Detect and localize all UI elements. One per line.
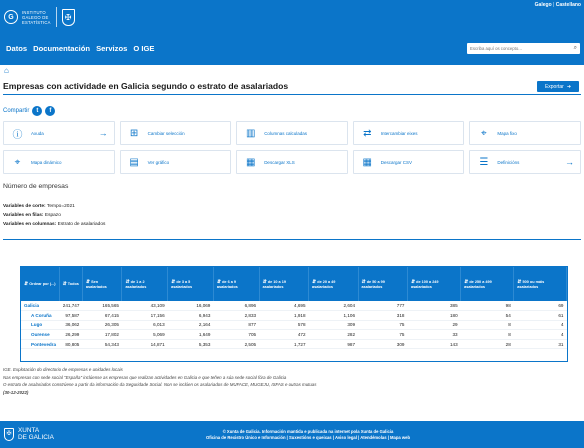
tool-label: Descargar CSV xyxy=(380,159,413,165)
xunta-shield-icon: ✠ xyxy=(4,428,14,441)
tool-axuda[interactable] xyxy=(3,121,115,145)
note-asalariados: O estrato de asalariados constrúese a partir da información da Seguridade Social. Non se inclúen os asalariados de MUFACE, MUGEJU, ISFAS e outras mutuas xyxy=(3,382,317,388)
search-icon[interactable]: ⌕ xyxy=(573,45,577,51)
nav-o-ige[interactable]: O IGE xyxy=(133,44,155,53)
table-cell: 17,156 xyxy=(122,311,168,321)
facebook-icon[interactable]: f xyxy=(45,106,55,116)
csv-icon: ▦ xyxy=(362,156,372,168)
export-label: Exportar xyxy=(544,83,564,90)
header-label: de 20 a 49 asalariados xyxy=(312,280,336,289)
search-box xyxy=(467,43,580,54)
table-cell: 1,727 xyxy=(259,339,308,349)
tool-label: Definicións xyxy=(497,159,520,165)
table-cell: 97,587 xyxy=(59,311,82,321)
title-divider xyxy=(3,94,581,95)
brand-line: DE GALICIA xyxy=(18,433,54,441)
table-cell: 29 xyxy=(407,320,460,330)
footer-links[interactable]: Oficina de Rexistro Único e Información | Suxestións e queixas | Aviso legal | Atendémolas | Mapa web xyxy=(205,435,411,440)
columns-icon: ▥ xyxy=(245,127,256,139)
ige-logo[interactable] xyxy=(4,7,75,27)
institute-name xyxy=(22,10,51,25)
column-header[interactable] xyxy=(309,267,358,301)
column-header[interactable] xyxy=(358,267,407,301)
table-row xyxy=(21,330,567,340)
row-label[interactable]: Galicia xyxy=(21,301,59,311)
institute-line: GALEGO DE xyxy=(22,14,49,20)
table-cell: 8 xyxy=(461,320,514,330)
table-cell: 61 xyxy=(514,311,567,321)
tool-ver-grafico[interactable] xyxy=(120,150,232,174)
tools-panel xyxy=(3,121,581,179)
table-cell: 6,896 xyxy=(213,301,259,311)
chart-icon: ▤ xyxy=(129,156,139,168)
cols-value: Estrato de asalariados xyxy=(56,222,106,227)
table-cell: 5,069 xyxy=(122,330,168,340)
tool-label: Axuda xyxy=(31,130,44,136)
table-cell: 54,343 xyxy=(82,339,122,349)
header-label: de 3 a 5 asalariados xyxy=(171,280,193,289)
sort-icon: ⇵ xyxy=(410,279,416,285)
header-label: de 100 a 249 asalariados xyxy=(410,280,439,289)
table-cell: 6,943 xyxy=(168,311,214,321)
source-note: IGE. Explotación do directorio de empresas e unidades locais xyxy=(3,367,123,372)
table-cell: 14,871 xyxy=(122,339,168,349)
table-cell: 4,695 xyxy=(259,301,308,311)
table-cell: 309 xyxy=(309,320,358,330)
row-label[interactable]: Lugo xyxy=(21,320,59,330)
table-cell: 5,353 xyxy=(168,339,214,349)
lang-galego[interactable]: Galego xyxy=(534,2,552,8)
table-cell: 43,109 xyxy=(122,301,168,311)
column-variables xyxy=(3,220,105,229)
lang-castellano[interactable]: Castellano xyxy=(555,2,581,8)
cut-label: Variables de corte: xyxy=(3,204,46,209)
table-cell: 385 xyxy=(407,301,460,311)
table-cell: 75 xyxy=(358,320,407,330)
brand-line: XUNTA xyxy=(18,427,40,435)
table-cell: 241,747 xyxy=(59,301,82,311)
lang-separator: | xyxy=(551,2,556,8)
tool-mapa-dinamico[interactable] xyxy=(3,150,115,174)
table-cell: 2,833 xyxy=(213,311,259,321)
nav-servizos[interactable]: Servizos xyxy=(96,44,128,53)
header-label: Sen asalariados xyxy=(85,280,107,289)
sort-icon: ⇵ xyxy=(464,279,469,285)
row-label[interactable]: Ourense xyxy=(21,330,59,340)
table-cell: 31 xyxy=(514,339,567,349)
language-selector xyxy=(535,2,581,8)
swap-icon: ⇄ xyxy=(363,127,372,139)
header-label: de 10 a 19 asalariados xyxy=(262,280,286,289)
help-icon: ⓘ xyxy=(12,129,23,141)
tool-descargar-csv[interactable] xyxy=(353,150,465,174)
tool-label: Mapa fixo xyxy=(497,130,517,136)
table-cell: 777 xyxy=(358,301,407,311)
column-header[interactable] xyxy=(82,267,122,301)
tool-label: Columnas calculadas xyxy=(264,130,307,136)
sort-icon: ⇵ xyxy=(216,279,222,285)
table-cell: 33 xyxy=(407,330,460,340)
table-cell: 80,805 xyxy=(59,339,82,349)
measure-title: Número de empresas xyxy=(3,183,69,190)
footer-text xyxy=(200,429,416,441)
cut-variables xyxy=(3,202,105,211)
home-icon[interactable]: ⌂ xyxy=(4,66,9,75)
ige-logo-icon: G xyxy=(4,10,18,24)
search-input[interactable] xyxy=(470,46,565,51)
sort-icon: ⇵ xyxy=(262,279,267,285)
tool-columnas-calculadas[interactable] xyxy=(236,121,348,145)
header-label: de 1 a 2 asalariados xyxy=(125,280,147,289)
header-label: de 250 a 499 asalariados xyxy=(464,280,492,289)
select-icon: ⊞ xyxy=(129,127,139,139)
table-cell: 16,069 xyxy=(168,301,214,311)
cut-value: Tempo=2021 xyxy=(45,204,75,209)
table-cell: 143 xyxy=(407,339,460,349)
sort-icon: ⇵ xyxy=(171,279,176,285)
institute-line: ESTATÍSTICA xyxy=(22,19,51,25)
dynamic-map-icon: ⌖ xyxy=(14,156,21,168)
table-cell: 54 xyxy=(461,311,514,321)
table-cell: 165,565 xyxy=(82,301,122,311)
column-header[interactable] xyxy=(407,267,460,301)
header-label: Todos xyxy=(67,282,79,286)
sort-icon: ⇵ xyxy=(312,279,317,285)
row-variables xyxy=(3,211,105,220)
rows-label: Variables en filas: xyxy=(3,213,44,218)
table-cell: 36,062 xyxy=(59,320,82,330)
xunta-logo[interactable] xyxy=(4,428,54,441)
table-row xyxy=(21,339,567,349)
header-label: Ordear por (...) xyxy=(29,282,56,286)
site-footer xyxy=(0,421,584,448)
table-cell: 28 xyxy=(461,339,514,349)
column-header[interactable] xyxy=(259,267,308,301)
nav-datos[interactable]: Datos xyxy=(6,44,28,53)
table-cell: 1,106 xyxy=(309,311,358,321)
column-header[interactable] xyxy=(213,267,259,301)
sort-icon: ⇵ xyxy=(361,279,366,285)
table-cell: 578 xyxy=(259,320,308,330)
table-cell: 17,802 xyxy=(82,330,122,340)
update-date: (30-12-2022) xyxy=(3,390,29,396)
cols-label: Variables en columnas: xyxy=(3,222,57,227)
table-row xyxy=(21,301,567,311)
tool-definicions[interactable] xyxy=(469,150,581,174)
sort-icon: ⇵ xyxy=(125,279,130,285)
table-row xyxy=(21,311,567,321)
table-cell: 2,604 xyxy=(309,301,358,311)
row-label[interactable]: Pontevedra xyxy=(21,339,59,349)
section-divider xyxy=(3,239,581,240)
table-cell: 6,013 xyxy=(122,320,168,330)
tool-label: Mapa dinámico xyxy=(31,159,62,165)
notes xyxy=(3,366,316,397)
column-header[interactable] xyxy=(514,267,567,301)
galicia-shield-icon: ✠ xyxy=(62,9,75,26)
footer-copyright: © Xunta de Galicia. Información mantida e publicada na internet pola Xunta de Galicia xyxy=(222,429,394,434)
table-cell: 987 xyxy=(309,339,358,349)
twitter-icon[interactable]: t xyxy=(32,106,42,116)
tool-descargar-xls[interactable] xyxy=(236,150,348,174)
sort-icon: ⇵ xyxy=(85,279,91,285)
arrow-right-icon: → xyxy=(98,128,108,138)
map-icon: ⌖ xyxy=(481,127,487,139)
column-header[interactable] xyxy=(59,267,82,301)
table-cell: 2,505 xyxy=(213,339,259,349)
tool-intercambiar-eixes[interactable] xyxy=(353,121,465,145)
xls-icon: ▦ xyxy=(245,156,256,168)
tool-label: Ver gráfico xyxy=(147,159,170,165)
table-cell: 1,918 xyxy=(259,311,308,321)
variables-info xyxy=(3,202,105,229)
export-icon: ➜ xyxy=(566,83,572,90)
table-header-row xyxy=(21,267,567,301)
site-header xyxy=(0,0,584,65)
table-cell: 282 xyxy=(309,330,358,340)
table-cell: 472 xyxy=(259,330,308,340)
tool-label: Intercambiar eixes xyxy=(380,130,418,136)
table-cell: 67,415 xyxy=(82,311,122,321)
sort-icon: ⇵ xyxy=(24,281,29,287)
tool-label: Cambiar selección xyxy=(147,130,185,136)
column-header[interactable] xyxy=(461,267,514,301)
table-cell: 8 xyxy=(461,330,514,340)
table-cell: 705 xyxy=(213,330,259,340)
arrow-right-icon: → xyxy=(564,157,574,167)
main-nav xyxy=(6,44,154,53)
column-header[interactable] xyxy=(122,267,168,301)
table-row xyxy=(21,320,567,330)
row-label[interactable]: A Coruña xyxy=(21,311,59,321)
table-cell: 2,164 xyxy=(168,320,214,330)
table-cell: 309 xyxy=(358,339,407,349)
logo-divider xyxy=(56,7,57,27)
header-label: de 50 a 99 asalariados xyxy=(361,280,385,289)
share-bar xyxy=(3,106,55,116)
table-cell: 69 xyxy=(514,301,567,311)
table-cell: 26,299 xyxy=(59,330,82,340)
tool-label: Descargar XLS xyxy=(264,159,295,165)
tool-cambiar-seleccion[interactable] xyxy=(120,121,232,145)
table-cell: 26,305 xyxy=(82,320,122,330)
sort-icon: ⇵ xyxy=(517,279,522,285)
share-label: Compartir xyxy=(3,108,30,114)
tool-mapa-fixo[interactable] xyxy=(469,121,581,145)
table-cell: 4 xyxy=(514,320,567,330)
table-cell: 1,649 xyxy=(168,330,214,340)
export-button[interactable] xyxy=(537,81,579,92)
sort-header[interactable] xyxy=(21,267,59,301)
data-table-container xyxy=(20,266,568,362)
table-cell: 75 xyxy=(358,330,407,340)
note-sede-social: Nas empresas con sede social "España" inclúense as empresas que realizan actividades en Galicia e que teñen a súa sede social fóra de Galicia xyxy=(3,374,287,380)
table-body xyxy=(21,301,567,349)
header-label: 500 ou máis asalariados xyxy=(517,280,545,289)
definitions-icon: ☰ xyxy=(479,156,489,168)
sort-icon: ⇵ xyxy=(62,281,67,287)
column-header[interactable] xyxy=(168,267,214,301)
page-title: Empresas con actividade en Galicia segundo o estrato de asalariados xyxy=(3,81,289,91)
table-cell: 180 xyxy=(407,311,460,321)
rows-value: Espazo xyxy=(43,213,61,218)
table-cell: 877 xyxy=(213,320,259,330)
table-cell: 318 xyxy=(358,311,407,321)
data-table xyxy=(21,267,567,349)
header-label: de 6 a 9 asalariados xyxy=(216,280,238,289)
institute-line: INSTITUTO xyxy=(22,9,46,15)
table-cell: 4 xyxy=(514,330,567,340)
nav-documentacion[interactable]: Documentación xyxy=(33,44,91,53)
table-cell: 98 xyxy=(461,301,514,311)
